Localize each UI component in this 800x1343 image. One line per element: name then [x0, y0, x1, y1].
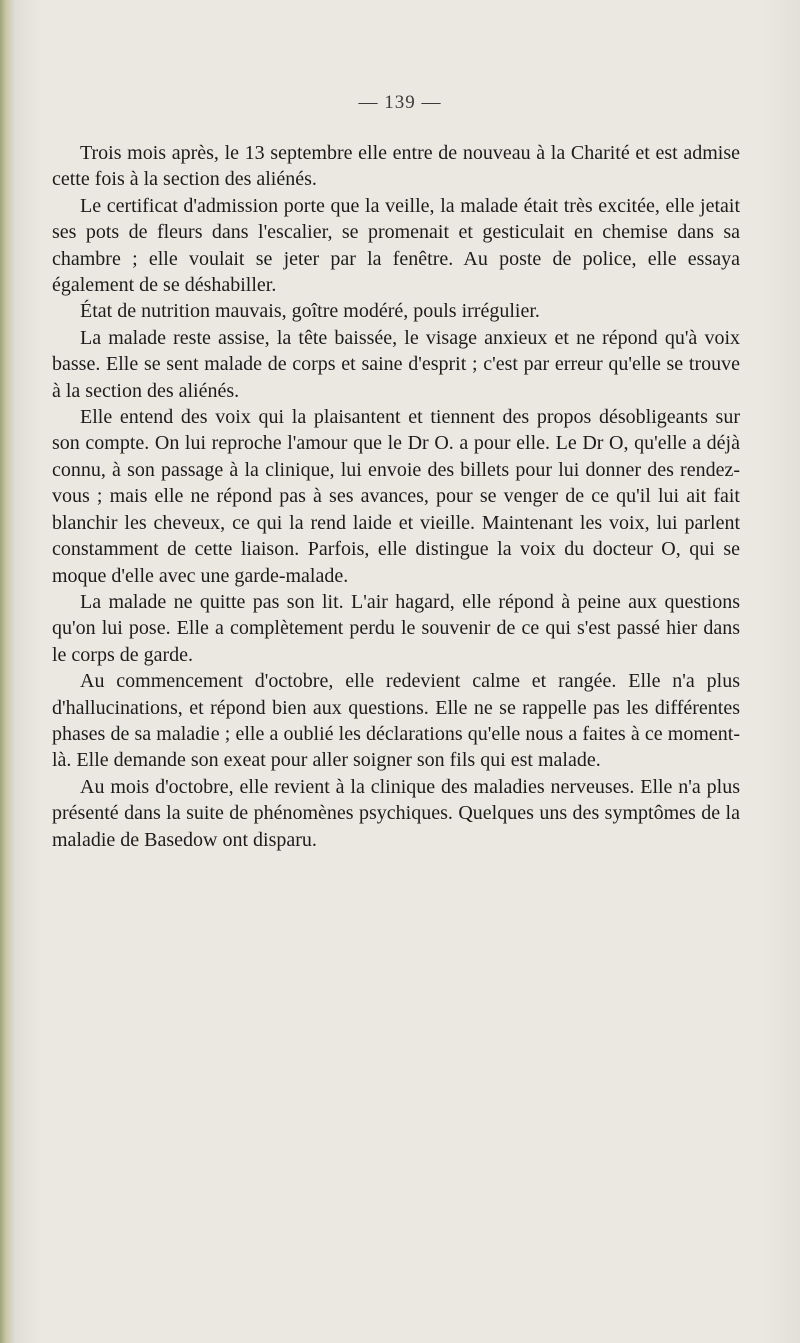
body-text	[52, 140, 740, 853]
paragraph: Le certificat d'admission porte que la veille, la malade était très excitée, elle jetait ses pots de fleurs dans l'escalier, se promenait et gesticulait en chemise dans sa chambre ; elle voulait se jeter par la fenêtre. Au poste de police, elle essaya également de se déshabiller.	[52, 194, 740, 297]
paragraph: Au mois d'octobre, elle revient à la clinique des maladies nerveuses. Elle n'a plus présenté dans la suite de phénomènes psychiques. Quelques uns des symptômes de la maladie de Basedow ont disparu.	[52, 775, 740, 851]
paragraph: Au commencement d'octobre, elle redevient calme et rangée. Elle n'a plus d'hallucinations, et répond bien aux questions. Elle ne se rappelle pas les différentes phases de sa maladie ; elle a oublié les déclarations qu'elle nous a faites à ce moment-là. Elle demande son exeat pour aller soigner son fils qui est malade.	[52, 670, 740, 772]
page-number: — 139 —	[358, 92, 442, 113]
paragraph: Trois mois après, le 13 septembre elle entre de nouveau à la Charité et est admise cette fois à la section des aliénés.	[52, 142, 740, 191]
paragraph: État de nutrition mauvais, goître modéré, pouls irrégulier.	[80, 300, 540, 323]
paragraph: Elle entend des voix qui la plaisantent et tiennent des propos désobligeants sur son compte. On lui reproche l'amour que le Dr O. a pour elle. Le Dr O, qu'elle a déjà connu, à son passage à la clinique, lui envoie des billets pour lui donner des rendez-vous ; mais elle ne répond pas à ses avances, pour se venger de ce qu'il lui ait fait blanchir les cheveux, ce qui la rend laide et vieille. Maintenant les voix, lui parlent constamment de cette liaison. Parfois, elle distingue la voix du docteur O, qui se moque d'elle avec une garde-malade.	[52, 406, 740, 587]
page-binding-edge	[0, 0, 14, 1343]
paragraph: La malade ne quitte pas son lit. L'air hagard, elle répond à peine aux questions qu'on lui pose. Elle a complètement perdu le souvenir de ce qui s'est passé hier dans le corps de garde.	[52, 590, 740, 666]
paragraph: La malade reste assise, la tête baissée, le visage anxieux et ne répond qu'à voix basse. Elle se sent malade de corps et saine d'esprit ; c'est par erreur qu'elle se trouve à la section des aliénés.	[52, 326, 740, 402]
